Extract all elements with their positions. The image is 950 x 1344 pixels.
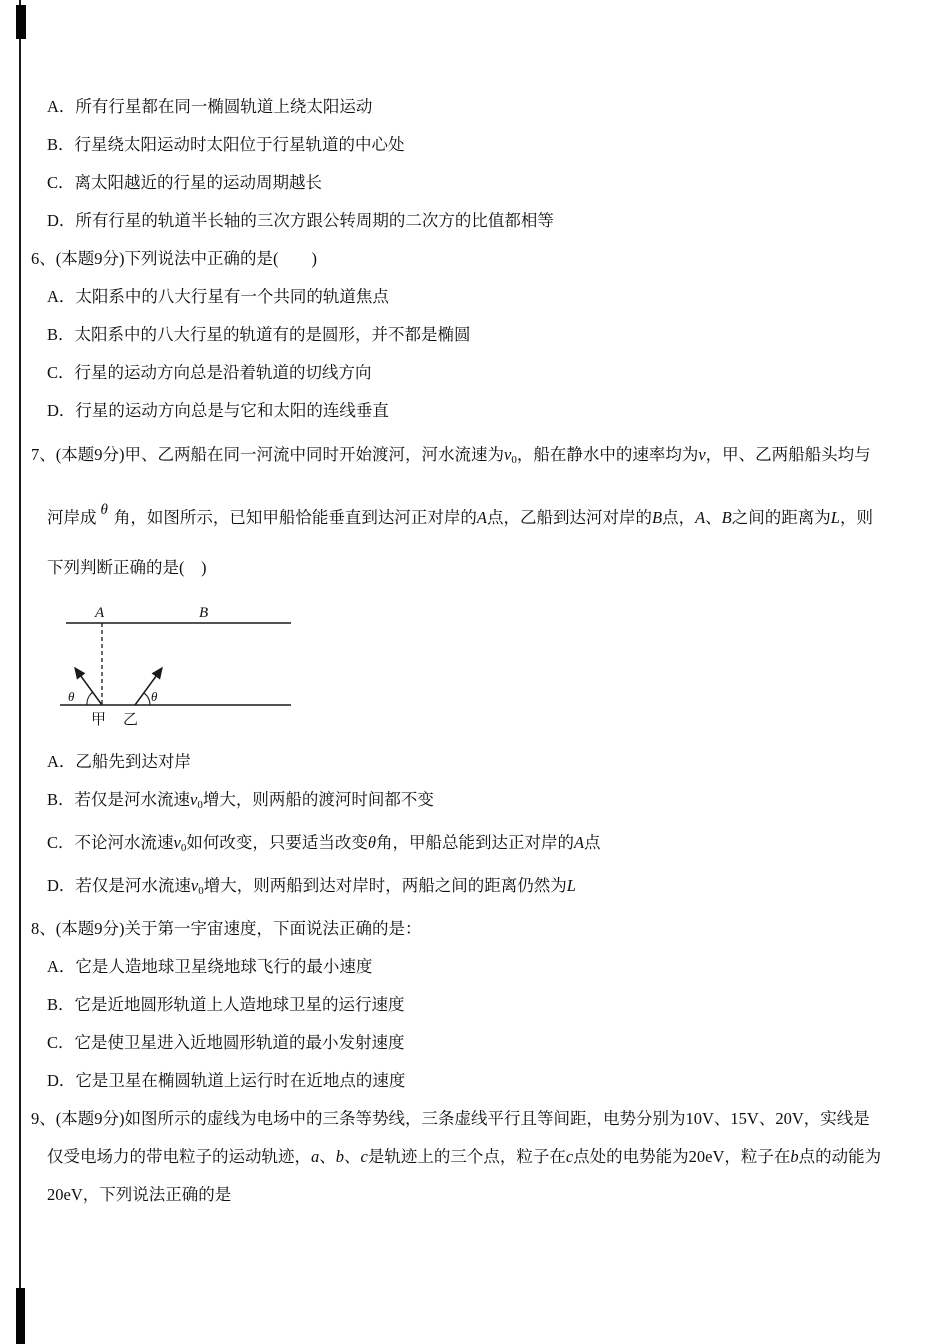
q5-option-b: B．行星绕太阳运动时太阳位于行星轨道的中心处 xyxy=(47,135,405,154)
q8-stem: 8、(本题9分)关于第一宇宙速度，下面说法正确的是： xyxy=(31,919,422,938)
scan-artifact-top-left xyxy=(16,5,26,39)
angle-arc-jia xyxy=(87,692,93,705)
q6-option-b: B．太阳系中的八大行星的轨道有的是圆形，并不都是椭圆 xyxy=(47,325,471,344)
page-content xyxy=(0,88,950,1214)
q5-option-d: D．所有行星的轨道半长轴的三次方跟公转周期的二次方的比值都相等 xyxy=(47,211,554,230)
q9-stem-line-3: 20eV，下列说法正确的是 xyxy=(47,1185,232,1204)
q8-option-b: B．它是近地圆形轨道上人造地球卫星的运行速度 xyxy=(47,995,405,1014)
q7-stem-line-1: 7、(本题9分)甲、乙两船在同一河流中同时开始渡河，河水流速为v0，船在静水中的速率均为v，甲、乙两船船头均与 xyxy=(31,445,871,466)
q8-option-d: D．它是卫星在椭圆轨道上运行时在近地点的速度 xyxy=(47,1071,406,1090)
q7-stem-line-2: 河岸成 θ 角，如图所示，已知甲船恰能垂直到达河正对岸的A点，乙船到达河对岸的B点，A、B之间的距离为L，则 xyxy=(47,502,873,527)
q8-option-c: C．它是使卫星进入近地圆形轨道的最小发射速度 xyxy=(47,1033,405,1052)
q7-stem-line-3: 下列判断正确的是( ) xyxy=(47,558,207,577)
q6-option-d: D．行星的运动方向总是与它和太阳的连线垂直 xyxy=(47,401,389,420)
q9-stem-line-2: 仅受电场力的带电粒子的运动轨迹，a、b、c是轨迹上的三个点，粒子在c点处的电势能为20eV，粒子在b点的动能为 xyxy=(47,1147,882,1166)
boat-jia-label: 甲 xyxy=(91,712,107,728)
q6-option-c: C．行星的运动方向总是沿着轨道的切线方向 xyxy=(47,363,372,382)
scan-artifact-bottom-left xyxy=(16,1288,25,1344)
boat-yi-label: 乙 xyxy=(123,712,139,728)
q8-option-a: A．它是人造地球卫星绕地球飞行的最小速度 xyxy=(47,957,373,976)
q7-option-b: B．若仅是河水流速v0增大，则两船的渡河时间都不变 xyxy=(47,790,434,811)
q6-stem: 6、(本题9分)下列说法中正确的是( ) xyxy=(31,249,317,268)
question-9 xyxy=(0,1100,950,1214)
q6-option-a: A．太阳系中的八大行星有一个共同的轨道焦点 xyxy=(47,287,389,306)
angle-arc-yi xyxy=(144,693,150,705)
q7-option-a: A．乙船先到达对岸 xyxy=(47,752,191,771)
q7-option-d: D．若仅是河水流速v0增大，则两船到达对岸时，两船之间的距离仍然为L xyxy=(47,876,576,897)
point-a-label: A xyxy=(95,605,105,621)
point-b-label: B xyxy=(199,605,209,621)
river-diagram-svg xyxy=(58,599,308,733)
question-7 xyxy=(0,430,950,910)
question-6 xyxy=(0,240,950,430)
question-8 xyxy=(0,910,950,1100)
q5-option-c: C．离太阳越近的行星的运动周期越长 xyxy=(47,173,323,192)
question-5-options xyxy=(0,88,950,240)
q9-stem-line-1: 9、(本题9分)如图所示的虚线为电场中的三条等势线，三条虚线平行且等间距，电势分别为10V、15V、20V，实线是 xyxy=(31,1109,870,1128)
q7-river-crossing-diagram xyxy=(58,599,950,733)
q5-option-a: A．所有行星都在同一椭圆轨道上绕太阳运动 xyxy=(47,97,373,116)
theta-label-jia: θ xyxy=(68,689,75,704)
boat-jia-velocity-arrow xyxy=(75,668,102,705)
q7-option-c: C．不论河水流速v0如何改变，只要适当改变θ角，甲船总能到达正对岸的A点 xyxy=(47,833,601,854)
theta-label-yi: θ xyxy=(151,689,158,704)
